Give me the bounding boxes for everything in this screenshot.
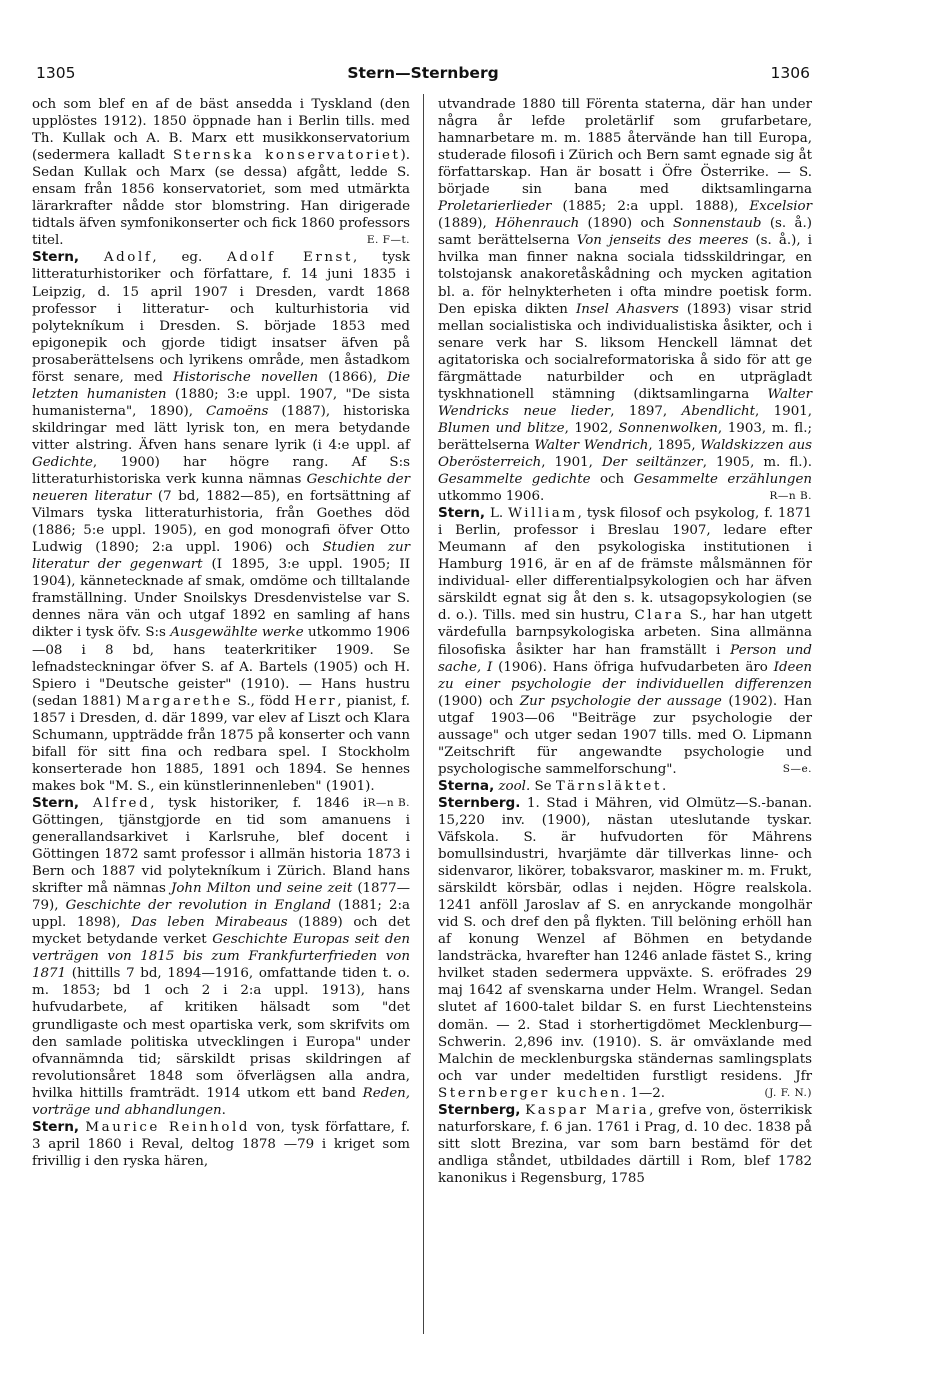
text-run: , 1897, [610,403,682,419]
text-run: (I 1895, 3:e uppl. 1905; II 1904), kännetecknade af smak, omdöme och tilltalande framställning. Under Snoilskys Dresdenvistelse var S. dennes nära vän och utgaf 1892 en samling af hans dikter i tysk öfv. S:s [32,557,410,641]
text-run: (1900) och [438,693,520,709]
text-run: Maurice Reinhold [85,1119,251,1135]
headword: Sterna, [438,777,495,794]
text-run: (hittills 7 bd, 1894—1916, omfattande tiden t. o. m. 1853; bd 1 och 2 i 2:a uppl. 1913), hans hufvudarbete, af kritiken hälsadt som "det grundligaste och mest opartiska verk, som skrifvits om den samlade politiska utvecklingen i Europa" under ofvannämnda tid; särskildt prisas skildringen af revolutionsåret 1848 som öfverlägsen alla andra, hvilka hittills framträdt. 1914 utkom ett band [32,966,410,1101]
text-run: . 1—2. [621,1085,665,1101]
text-run: (1902). Han utgaf 1903—06 "Beiträge zur psychologie der aussage" och utger sedan 1907 tills. med O. Lipmann "Zeitschrift für angewandte psychologie und psychologische sammelforschung". [438,693,812,777]
signature: R—n B. [769,490,812,503]
text-run: , 1902, [564,420,619,436]
text-run: Alfred [92,795,151,811]
text-run: Sonnenstaub [673,216,762,232]
text-run: Gedichte [32,454,93,470]
text-run: Sonnenwolken [618,420,718,436]
running-title: Stern—Sternberg [347,64,499,82]
text-run: Kaspar Maria [525,1102,650,1118]
text-run: , 1905, m. fl.). [702,454,812,470]
signature: S—e. [782,762,812,775]
text-run: Margarethe [125,693,233,709]
text-run: Herr [294,693,338,709]
text-run: , tysk litteraturhistoriker och författare, f. 14 juni 1835 i Leipzig, d. 15 april 1907 i Dresden, vardt 1868 professor i litteratur- och kulturhistoria vid polytekníkum i Dresden. S. började 1853 med epigonepik och gjorde tidigt insatser äfven på prosaberättelsens och lyrikens område, men åstadkom först senare, med [32,250,410,385]
text-run: Reden, vorträge und abhandlungen [32,1085,410,1118]
text-run: . [661,778,667,794]
entry-sternberg-place [438,795,812,1102]
text-run: utkommo 1906—08 i 8 bd, hans teaterkritiker 1909. Se lefnadsteckningar öfver S. af A. Bartels (1905) och H. Spiero i "Deutsche geister" (1910). — Hans hustru (sedan 1881) [32,625,410,709]
text-run: Höhenrauch [495,216,580,232]
text-run: William [508,506,578,522]
text-run: Zur psychologie der aussage [519,693,722,709]
text-run: Se [530,778,556,794]
text-run: Clara [634,608,685,624]
text-run: Adolf Ernst [227,250,354,266]
text-run: och [590,472,634,488]
left-column [32,96,410,1170]
text-run: , grefve von, österrikisk naturforskare, f. 6 jan. 1761 i Prag, d. 10 dec. 1838 på sitt slott Brezina, var som barn bestämd för det andliga ståndet, utbildades därtill i Rom, blef 1782 kanonikus i Regensburg, 1785 [438,1102,812,1186]
entry-stern-maurice [32,1119,410,1170]
text-run: Camoëns [205,403,269,419]
text-run: Die letzten humanisten [32,369,410,402]
text-run: Sternska konservatoriet [173,148,401,164]
left-page-number: 1305 [36,64,76,82]
text-run: , 1895, [648,437,701,453]
text-run: L. [485,506,509,522]
headword: Stern, [438,505,486,522]
text-run: och som blef en af de bäst ansedda i Tyskland (den upplöstes 1912). 1850 öppnade han i Berlin tills. med Th. Kullak och A. B. Marx ett musikkonservatorium (sedermera kalladt [32,97,410,164]
text-run: von, tysk författare, f. 3 april 1860 i Reval, deltog 1878 —79 i kriget som frivillig i den ryska hären, [32,1119,410,1169]
text-run: Tärnsläktet [555,778,662,794]
signature: (J. F. N.) [764,1086,812,1099]
entry-stern-alfred [32,795,410,1119]
text-run: Gesammelte erzählungen [633,472,813,488]
text-run: . [221,1102,226,1118]
entry-sternberg-kaspar [438,1102,812,1187]
text-run: , tysk historiker, f. 1846 i Göttingen, tjänstgjorde en tid som amanuens i generallandsarkivet i Karlsruhe, blef docent i Göttingen 1872 samt professor i allmän historia 1873 i Bern och 1887 vid polytekníkum i Zürich. Bland hans skrifter må nämnas [32,795,410,897]
headword: Stern, [32,794,80,811]
right-page-number: 1306 [770,64,810,82]
text-run: zool. [498,778,531,794]
text-run: Studien zur literatur der gegenwart [32,540,410,573]
entry-continuation [32,96,410,249]
text-run: utkommo 1906. [438,489,545,505]
text-run: Walter Wendricks neue lieder [438,386,812,419]
headword: Sternberg, [438,1101,521,1118]
text-run: Ideen zu einer psychologie der individuellen differenzen [438,659,812,692]
column-divider [423,94,424,1334]
text-run: ). Sedan Kullak och Marx (se dessa) afgått, ledde S. ensam från 1856 konservatoriet, som med utmärkta lärarkrafter nådde stor blomstring. Han dirigerade tidtals äfven symfonikonserter och fick 1860 professors titel. [32,148,410,249]
text-run: Adolf [103,250,153,266]
text-run: (1887), historiska skildringar med lätt lyrisk ton, en mera betydande vitter alstring. Äfven hans senare lyrik (i 4:e uppl. af [32,403,411,453]
headword: Sternberg. [438,794,521,811]
text-run: Person und sache, I [438,642,812,675]
text-run: (1890) och [579,216,673,232]
text-run: Historische novellen [172,369,319,385]
text-run: (s. å.) samt berättelserna [438,216,813,249]
entry-continuation-maurice [438,96,812,505]
text-run: (1866), [318,369,388,385]
text-run: S., har han utgett värdefulla barnpsykologiska arbeten. Sina allmänna filosofiska åsikter har han framställt i [438,608,812,658]
text-run: Insel Ahasvers [575,301,679,317]
right-column [438,96,812,1187]
text-run: (1893) visar strid mellan socialistiska och individualistiska åsikter, och i senare verk har S. liksom Henckell lämnat det agitatoriska och socialreformatoriska å sido för att ge färgmättade naturbilder och en utprägladt tyskhnationell stämning (diktsamlingarna [438,301,812,402]
text-run: (1889) och det mycket betydande verket [32,915,411,948]
text-run: Walter Wendrich [534,437,649,453]
entry-stern-william [438,505,812,778]
text-run: S., född [232,693,295,709]
text-run: (1885; 2:a uppl. 1888), [551,199,750,215]
headword: Stern, [32,1118,80,1135]
text-run: Geschichte Europas seit den verträgen von 1815 bis zum Frankfurterfrieden von 1871 [32,932,410,982]
text-run: , pianist, f. 1857 i Dresden, d. där 1899, var elev af Liszt och Klara Schumann, uppträdde från 1875 på konserter och vann bifall för sitt fina och redbara spel. I Stockholm konserterade hon 1885, 1891 och 1894. Se hennes makes bok "M. S., ein künstlerinnenleben" (1901). [32,693,411,794]
text-run: Proletarierlieder [438,199,552,215]
page-header [36,64,810,86]
text-run: Abendlicht [681,403,756,419]
text-run: Von jenseits des meeres [576,233,749,249]
headword: Stern, [32,249,80,266]
text-run: (1906). Hans öfriga hufvudarbeten äro [492,659,774,675]
text-run: Blumen und blitze [438,420,565,436]
text-run: Excelsior [749,199,812,215]
text-run: Waldskizzen aus Oberösterreich [438,437,812,470]
text-run: Das leben Mirabeaus [131,915,288,931]
entry-sterna [438,778,812,795]
text-run: (7 bd, 1882—85), en fortsättning af Vilmars tyska litteraturhistoria, från Goethes död (1886; 5:e uppl. 1905), en god monografi öfver Otto Ludwig (1890; 2:a uppl. 1906) och [32,489,411,556]
text-run: (1880; 3:e uppl. 1907, "De sista humanisterna", 1890), [32,386,410,419]
text-run: (s. å.), i hvilka man finner nakna sociala tidsskildringar, en tolstojansk anakoretåskådning och mycken agitation bl. a. för helnykterheten i ofta mindre poetisk form. Den episka dikten [438,233,812,317]
text-run: , 1901, [755,403,812,419]
text-run: John Milton und seine zeit [170,881,353,897]
text-run: Sternberger kuchen [438,1085,622,1101]
text-run: (1877—79), [32,881,411,914]
text-run: (1881; 2:a uppl. 1898), [32,898,410,931]
text-run: Ausgewählte werke [170,625,304,641]
text-run: , 1901, [541,454,602,470]
text-run: Geschichte der neueren literatur [32,472,411,505]
text-run: , 1900) har högre rang. Af S:s litteraturhistoriska verk kunna nämnas [32,454,410,488]
text-run: 1. Stad i Mähren, vid Olmütz—S.-banan. 15,220 inv. (1900), nästan uteslutande tyskar. Väfskola. S. är hufvudorten för Mährens bomullsindustri, hvarjämte där tillverkas linne- och sidenvaror, likörer, tobaksvaror, maskiner m. m. Frukt, särskildt körsbär, odlas i nejden. Högre realskola. 1241 anföll Jaroslav af S. en anryckande mongolhär vid S. och dref den på flykten. Till belöning erhöll han af konung Wenzel af Böhmen en betydande landsträcka, hvarefter han 1246 anlade fästet S., kring hvilket staden sedermera uppväxte. S. eröfrades 29 maj 1642 af svenskarna under Helm. Wrangel. Sedan slutet af 1600-talet bildar S. en furst Liechtensteins domän. — 2. Stad i storhertigdömet Mecklenburg—Schwerin. 2,896 inv. (1910). S. är omväxlande med Malchin de mecklenburgska ständernas samlingsplats och var under medeltiden furstligt residens. Jfr [438,795,812,1084]
text-run: , eg. [152,250,228,266]
text-run: utvandrade 1880 till Förenta staterna, där han under några år lefde proletärlif som grufarbetare, hamnarbetare m. m. 1885 återvände han till Europa, studerade filosofi i Zürich och Bern samt egnade sig åt författarskap. Han är bosatt i Öfre Österrike. — S. började sin bana med diktsamlingarna [438,97,812,198]
signature: E. F—t. [366,234,410,247]
text-run: Der seiltänzer [601,454,703,470]
signature: R—n B. [367,796,410,809]
text-run: Gesammelte gedichte [438,472,591,488]
text-run: , 1903, m. fl.; berättelserna [438,420,813,453]
text-run: Geschichte der revolution in England [65,898,331,914]
text-run: , tysk filosof och psykolog, f. 1871 i Berlin, professor i Breslau 1907, ledare efter Meumann af den psykologiska institutionen i Hamburg 1916, är en af de främste målsmännen för individual- eller differentialpsykologien och har äfven särskildt egnat sig åt den s. k. utsagopsykologien (se d. o.). Tills. med sin hustru, [438,506,812,624]
text-run: (1889), [438,216,496,232]
